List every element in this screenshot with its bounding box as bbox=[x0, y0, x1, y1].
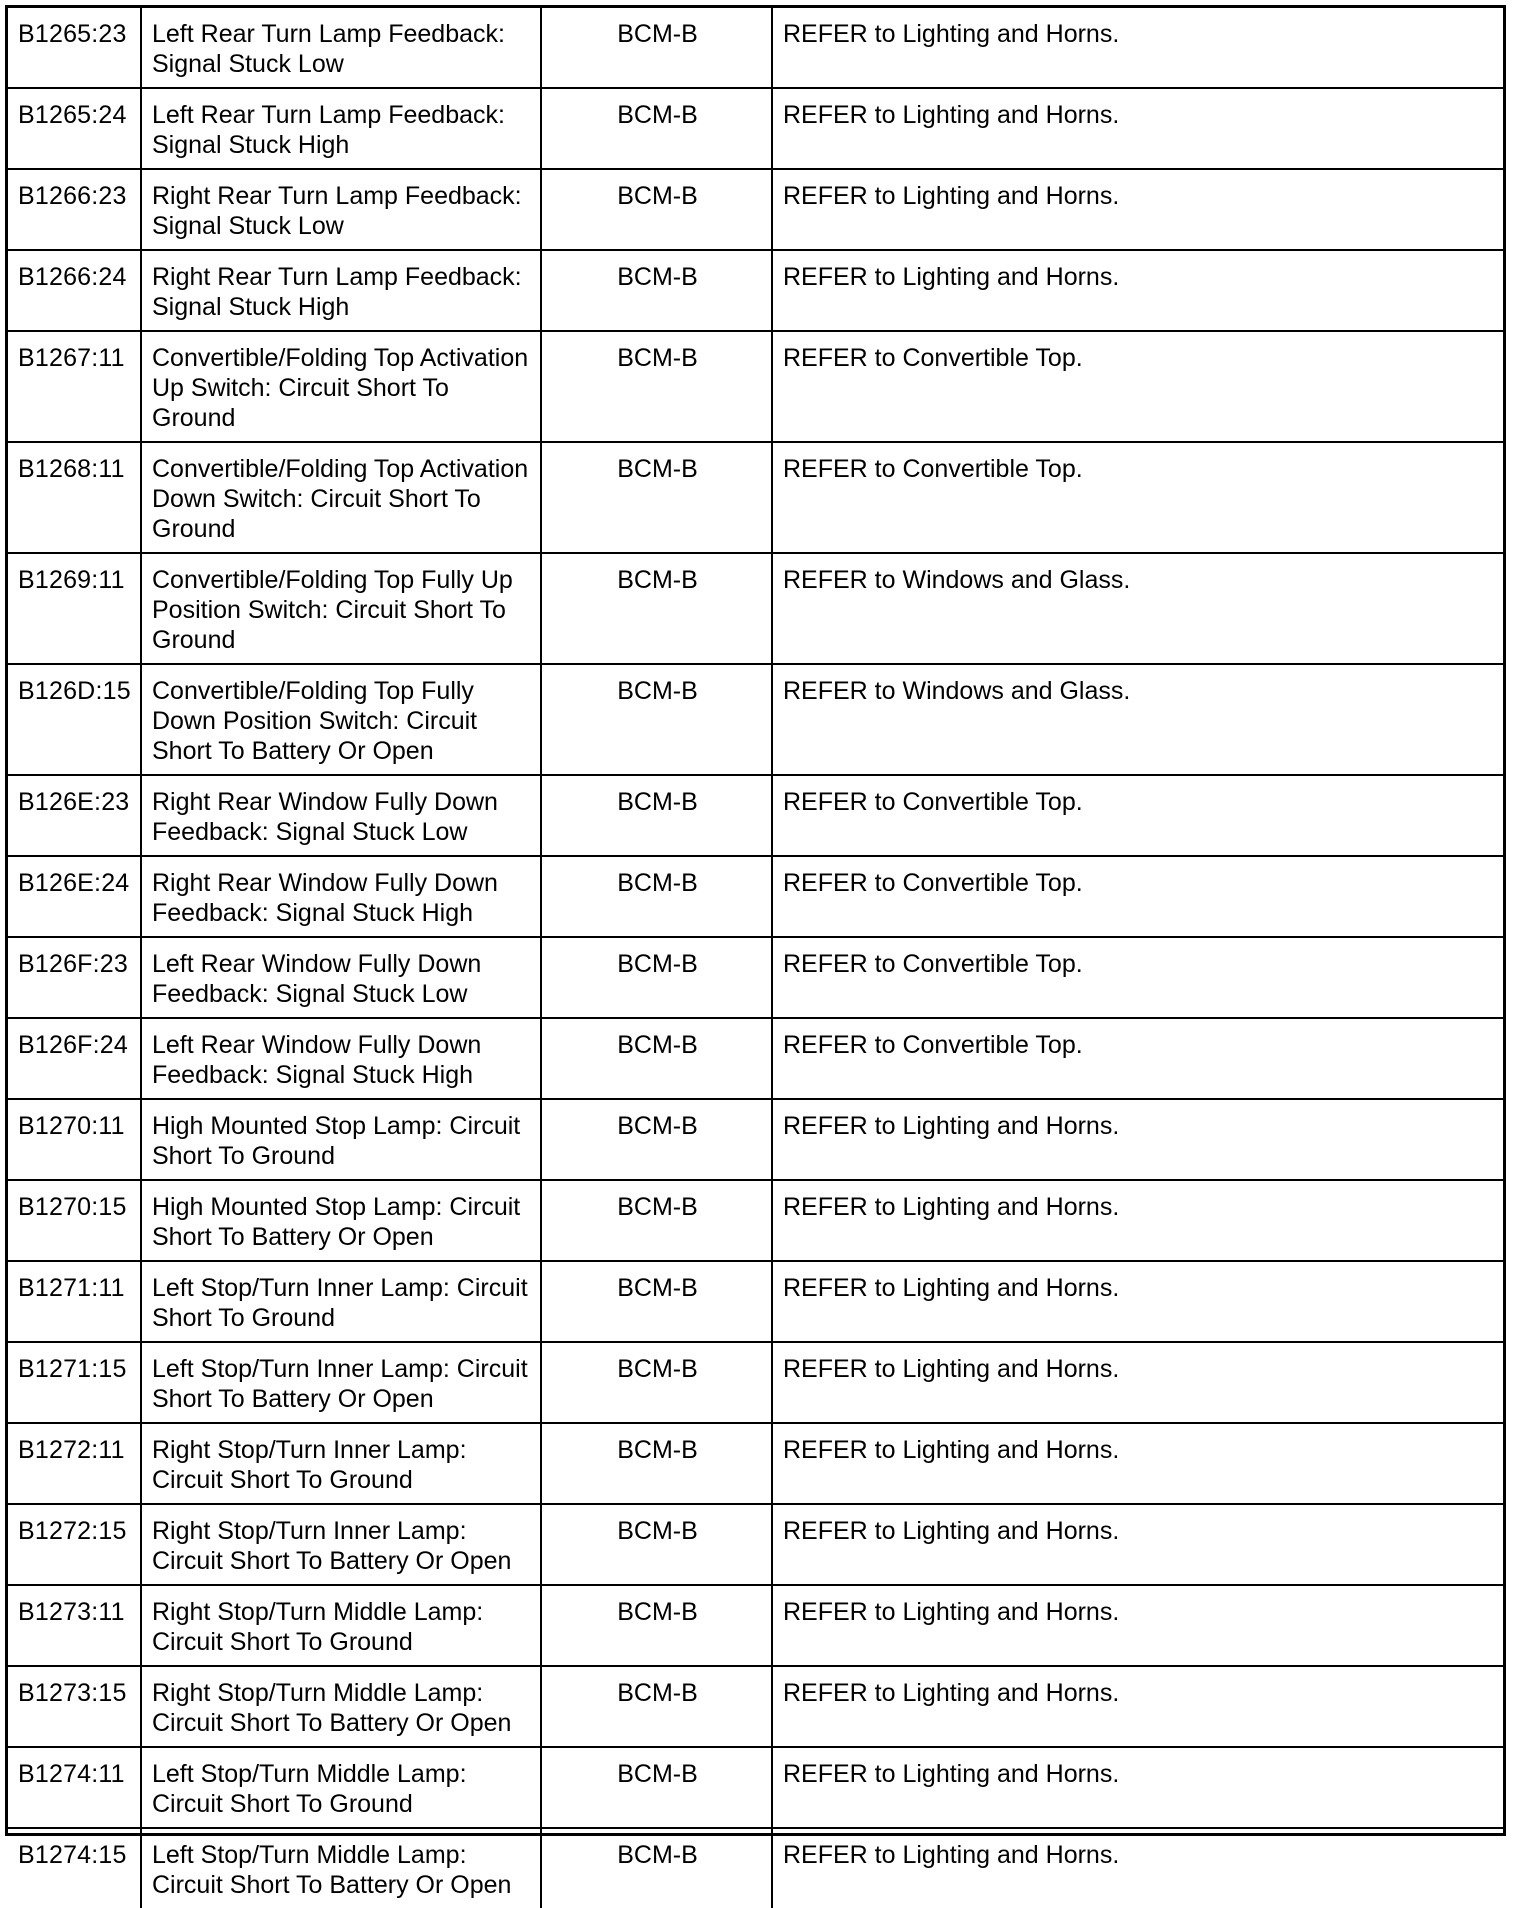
dtc-code: B1267:11 bbox=[8, 331, 141, 442]
dtc-code: B1265:24 bbox=[8, 88, 141, 169]
dtc-module: BCM-B bbox=[541, 1180, 772, 1261]
dtc-action: REFER to Lighting and Horns. bbox=[772, 1180, 1503, 1261]
dtc-table bbox=[8, 8, 1503, 1908]
dtc-action: REFER to Lighting and Horns. bbox=[772, 1666, 1503, 1747]
dtc-action: REFER to Lighting and Horns. bbox=[772, 88, 1503, 169]
dtc-action: REFER to Lighting and Horns. bbox=[772, 1828, 1503, 1908]
table-row bbox=[8, 1099, 1503, 1180]
dtc-description: High Mounted Stop Lamp: Circuit Short To Battery Or Open bbox=[141, 1180, 541, 1261]
dtc-code: B126E:23 bbox=[8, 775, 141, 856]
dtc-code: B1265:23 bbox=[8, 8, 141, 88]
dtc-code: B1266:24 bbox=[8, 250, 141, 331]
dtc-code: B1270:11 bbox=[8, 1099, 141, 1180]
dtc-module: BCM-B bbox=[541, 88, 772, 169]
dtc-action: REFER to Lighting and Horns. bbox=[772, 1099, 1503, 1180]
dtc-module: BCM-B bbox=[541, 1099, 772, 1180]
table-row bbox=[8, 169, 1503, 250]
dtc-description: Left Rear Window Fully Down Feedback: Signal Stuck High bbox=[141, 1018, 541, 1099]
dtc-description: Convertible/Folding Top Fully Up Position Switch: Circuit Short To Ground bbox=[141, 553, 541, 664]
dtc-description: Left Stop/Turn Inner Lamp: Circuit Short To Battery Or Open bbox=[141, 1342, 541, 1423]
dtc-description: Right Rear Turn Lamp Feedback: Signal Stuck High bbox=[141, 250, 541, 331]
dtc-module: BCM-B bbox=[541, 775, 772, 856]
table-row bbox=[8, 88, 1503, 169]
table-row bbox=[8, 1504, 1503, 1585]
dtc-module: BCM-B bbox=[541, 1423, 772, 1504]
dtc-action: REFER to Lighting and Horns. bbox=[772, 1585, 1503, 1666]
dtc-code: B1274:11 bbox=[8, 1747, 141, 1828]
dtc-action: REFER to Lighting and Horns. bbox=[772, 1747, 1503, 1828]
dtc-module: BCM-B bbox=[541, 1342, 772, 1423]
table-row bbox=[8, 1018, 1503, 1099]
dtc-code: B1272:15 bbox=[8, 1504, 141, 1585]
dtc-module: BCM-B bbox=[541, 8, 772, 88]
table-row bbox=[8, 1828, 1503, 1908]
dtc-action: REFER to Convertible Top. bbox=[772, 1018, 1503, 1099]
dtc-action: REFER to Lighting and Horns. bbox=[772, 1423, 1503, 1504]
dtc-module: BCM-B bbox=[541, 1018, 772, 1099]
dtc-action: REFER to Lighting and Horns. bbox=[772, 1261, 1503, 1342]
dtc-action: REFER to Windows and Glass. bbox=[772, 553, 1503, 664]
dtc-code: B1273:11 bbox=[8, 1585, 141, 1666]
dtc-module: BCM-B bbox=[541, 1828, 772, 1908]
dtc-description: Left Stop/Turn Inner Lamp: Circuit Short To Ground bbox=[141, 1261, 541, 1342]
dtc-description: Right Stop/Turn Middle Lamp: Circuit Short To Battery Or Open bbox=[141, 1666, 541, 1747]
dtc-description: Right Rear Turn Lamp Feedback: Signal Stuck Low bbox=[141, 169, 541, 250]
dtc-action: REFER to Lighting and Horns. bbox=[772, 1504, 1503, 1585]
dtc-action: REFER to Convertible Top. bbox=[772, 937, 1503, 1018]
dtc-code: B1270:15 bbox=[8, 1180, 141, 1261]
dtc-module: BCM-B bbox=[541, 331, 772, 442]
dtc-code: B1273:15 bbox=[8, 1666, 141, 1747]
dtc-description: Left Rear Window Fully Down Feedback: Signal Stuck Low bbox=[141, 937, 541, 1018]
dtc-module: BCM-B bbox=[541, 1585, 772, 1666]
dtc-module: BCM-B bbox=[541, 937, 772, 1018]
dtc-description: Convertible/Folding Top Fully Down Position Switch: Circuit Short To Battery Or Open bbox=[141, 664, 541, 775]
dtc-module: BCM-B bbox=[541, 442, 772, 553]
dtc-code: B1269:11 bbox=[8, 553, 141, 664]
dtc-action: REFER to Convertible Top. bbox=[772, 775, 1503, 856]
dtc-description: Right Stop/Turn Middle Lamp: Circuit Short To Ground bbox=[141, 1585, 541, 1666]
table-row bbox=[8, 1585, 1503, 1666]
dtc-code: B1268:11 bbox=[8, 442, 141, 553]
table-row bbox=[8, 1747, 1503, 1828]
table-row bbox=[8, 331, 1503, 442]
dtc-action: REFER to Lighting and Horns. bbox=[772, 169, 1503, 250]
table-row bbox=[8, 856, 1503, 937]
dtc-description: Right Stop/Turn Inner Lamp: Circuit Short To Battery Or Open bbox=[141, 1504, 541, 1585]
dtc-module: BCM-B bbox=[541, 1747, 772, 1828]
table-row bbox=[8, 664, 1503, 775]
table-row bbox=[8, 1261, 1503, 1342]
dtc-code: B1271:11 bbox=[8, 1261, 141, 1342]
dtc-description: Convertible/Folding Top Activation Up Switch: Circuit Short To Ground bbox=[141, 331, 541, 442]
dtc-description: High Mounted Stop Lamp: Circuit Short To Ground bbox=[141, 1099, 541, 1180]
dtc-code: B126F:23 bbox=[8, 937, 141, 1018]
dtc-code: B1272:11 bbox=[8, 1423, 141, 1504]
dtc-code: B1266:23 bbox=[8, 169, 141, 250]
dtc-action: REFER to Convertible Top. bbox=[772, 442, 1503, 553]
dtc-module: BCM-B bbox=[541, 1666, 772, 1747]
dtc-table-container bbox=[5, 5, 1506, 1899]
table-row bbox=[8, 1180, 1503, 1261]
table-row bbox=[8, 442, 1503, 553]
dtc-description: Left Rear Turn Lamp Feedback: Signal Stuck Low bbox=[141, 8, 541, 88]
dtc-module: BCM-B bbox=[541, 169, 772, 250]
dtc-module: BCM-B bbox=[541, 664, 772, 775]
dtc-module: BCM-B bbox=[541, 1504, 772, 1585]
dtc-description: Right Rear Window Fully Down Feedback: Signal Stuck Low bbox=[141, 775, 541, 856]
dtc-code: B126E:24 bbox=[8, 856, 141, 937]
table-row bbox=[8, 775, 1503, 856]
table-row bbox=[8, 1423, 1503, 1504]
dtc-action: REFER to Convertible Top. bbox=[772, 856, 1503, 937]
dtc-action: REFER to Lighting and Horns. bbox=[772, 8, 1503, 88]
dtc-description: Left Rear Turn Lamp Feedback: Signal Stuck High bbox=[141, 88, 541, 169]
dtc-action: REFER to Convertible Top. bbox=[772, 331, 1503, 442]
dtc-code: B1274:15 bbox=[8, 1828, 141, 1908]
dtc-module: BCM-B bbox=[541, 553, 772, 664]
dtc-action: REFER to Lighting and Horns. bbox=[772, 250, 1503, 331]
table-row bbox=[8, 1342, 1503, 1423]
dtc-description: Left Stop/Turn Middle Lamp: Circuit Short To Battery Or Open bbox=[141, 1828, 541, 1908]
table-row bbox=[8, 250, 1503, 331]
dtc-code: B1271:15 bbox=[8, 1342, 141, 1423]
dtc-module: BCM-B bbox=[541, 856, 772, 937]
dtc-description: Right Stop/Turn Inner Lamp: Circuit Short To Ground bbox=[141, 1423, 541, 1504]
dtc-description: Right Rear Window Fully Down Feedback: Signal Stuck High bbox=[141, 856, 541, 937]
dtc-code: B126D:15 bbox=[8, 664, 141, 775]
dtc-description: Left Stop/Turn Middle Lamp: Circuit Short To Ground bbox=[141, 1747, 541, 1828]
dtc-action: REFER to Lighting and Horns. bbox=[772, 1342, 1503, 1423]
dtc-module: BCM-B bbox=[541, 250, 772, 331]
table-row bbox=[8, 937, 1503, 1018]
table-row bbox=[8, 8, 1503, 88]
dtc-code: B126F:24 bbox=[8, 1018, 141, 1099]
dtc-module: BCM-B bbox=[541, 1261, 772, 1342]
dtc-description: Convertible/Folding Top Activation Down Switch: Circuit Short To Ground bbox=[141, 442, 541, 553]
dtc-action: REFER to Windows and Glass. bbox=[772, 664, 1503, 775]
table-row bbox=[8, 1666, 1503, 1747]
table-row bbox=[8, 553, 1503, 664]
